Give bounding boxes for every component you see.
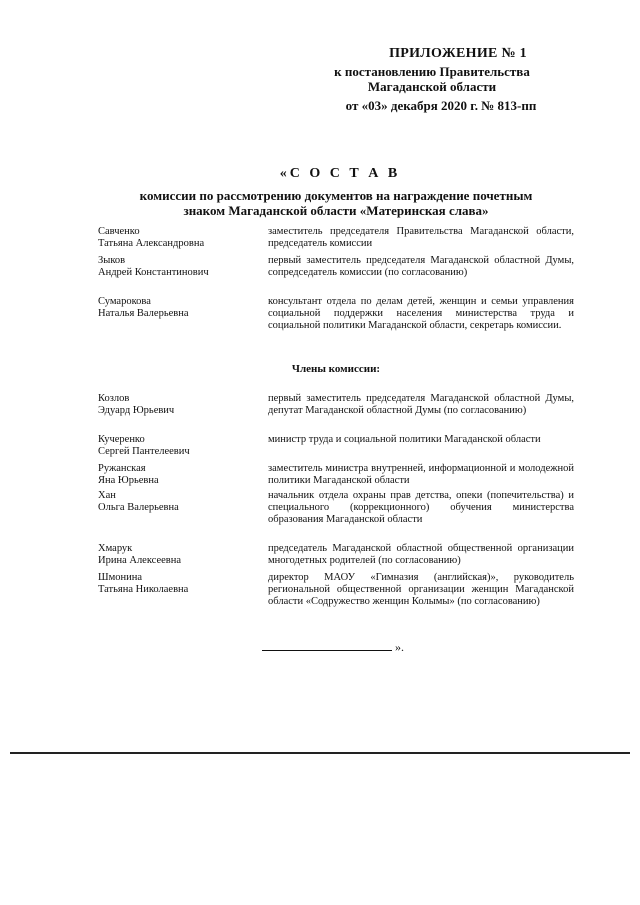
person-given-name: Ирина Алексеевна [98, 555, 182, 566]
person-surname: Зыков [98, 255, 126, 266]
person-surname: Савченко [98, 226, 140, 237]
person-role: директор МАОУ «Гимназия (английская)», руководитель региональной общественной организации женщин Магаданской области «Содружество женщин Колымы» (по согласованию) [268, 572, 574, 607]
person-given-name: Сергей Пантелеевич [98, 446, 190, 457]
person-role: первый заместитель председателя Магаданской областной Думы, сопредседатель комиссии (по согласованию) [268, 255, 574, 278]
person-name [98, 226, 248, 250]
person-name [98, 463, 248, 487]
person-surname: Хан [98, 490, 116, 501]
person-given-name: Татьяна Николаевна [98, 584, 189, 595]
person-role: заместитель председателя Правительства Магаданской области, председатель комиссии [268, 226, 574, 249]
closing-underline [262, 640, 392, 651]
appendix-date: от «03» декабря 2020 г. № 813-пп [345, 98, 537, 113]
members-heading [0, 363, 640, 375]
document-title-block [0, 166, 640, 218]
person-role: председатель Магаданской областной общественной организации многодетных родителей (по согласованию) [268, 543, 574, 566]
person-role: первый заместитель председателя Магаданской областной Думы, депутат Магаданской областной Думы (по согласованию) [268, 393, 574, 416]
members-heading-text: Члены комиссии: [291, 363, 381, 375]
page-edge-divider [10, 752, 630, 754]
person-given-name: Наталья Валерьевна [98, 308, 189, 319]
closing-quote: ». [395, 640, 404, 654]
person-role: консультант отдела по делам детей, женщин и семьи управления социальной поддержки населения министерства труда и социальной политики Магаданской области, секретарь комиссии. [268, 296, 574, 331]
document-subtitle-line2: знаком Магаданской области «Материнская слава» [183, 203, 489, 218]
person-surname: Кучеренко [98, 434, 145, 445]
closing-line [262, 640, 404, 655]
person-name [98, 543, 248, 567]
person-given-name: Яна Юрьевна [98, 475, 159, 486]
person-surname: Шмонина [98, 572, 143, 583]
person-surname: Хмарук [98, 543, 133, 554]
person-role: начальник отдела охраны прав детства, опеки (попечительства) и специального (коррекционного) обучения министерства образования Магаданской области [268, 490, 574, 525]
document-title: «С О С Т А В [279, 166, 401, 181]
person-given-name: Ольга Валерьевна [98, 502, 179, 513]
person-name [98, 393, 248, 417]
person-role: заместитель министра внутренней, информационной и молодежной политики Магаданской области [268, 463, 574, 486]
document-subtitle-line1: комиссии по рассмотрению документов на награждение почетным [139, 188, 533, 203]
appendix-header [302, 46, 562, 113]
person-role: министр труда и социальной политики Магаданской области [268, 434, 541, 445]
appendix-reference-line1: к постановлению Правительства [334, 64, 530, 79]
person-name [98, 296, 248, 320]
appendix-title: ПРИЛОЖЕНИЕ № 1 [389, 46, 527, 61]
appendix-reference-line2: Магаданской области [367, 79, 497, 94]
person-name [98, 255, 248, 279]
person-surname: Ружанская [98, 463, 146, 474]
person-given-name: Эдуард Юрьевич [98, 405, 175, 416]
person-name [98, 490, 248, 514]
person-surname: Козлов [98, 393, 130, 404]
person-given-name: Андрей Константинович [98, 267, 209, 278]
person-given-name: Татьяна Александровна [98, 238, 205, 249]
person-surname: Сумарокова [98, 296, 151, 307]
person-name [98, 434, 248, 458]
person-name [98, 572, 248, 596]
